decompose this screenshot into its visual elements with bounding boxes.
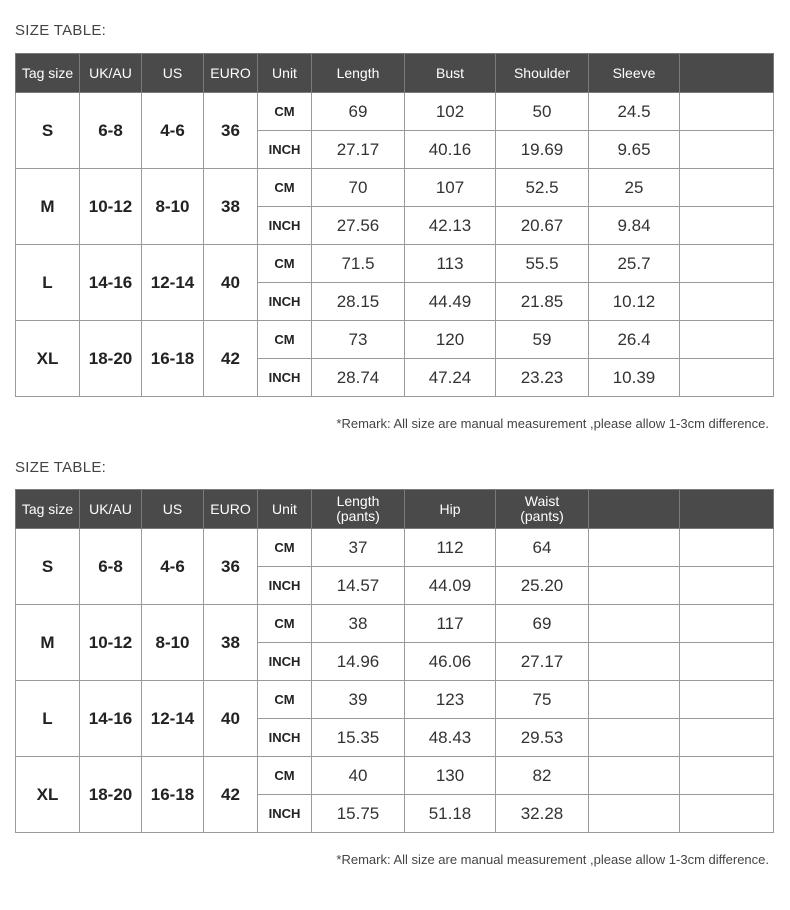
measurement-cell: 102 — [405, 93, 496, 131]
measurement-cell: 26.4 — [589, 321, 680, 359]
measurement-cell — [680, 643, 774, 681]
column-header: EURO — [204, 490, 258, 529]
measurement-cell: 69 — [312, 93, 405, 131]
measurement-cell — [680, 283, 774, 321]
measurement-cell: 47.24 — [405, 359, 496, 397]
measurement-cell: 39 — [312, 681, 405, 719]
measurement-cell: 55.5 — [496, 245, 589, 283]
measurement-cell — [680, 795, 774, 833]
tag-size-cell: L — [16, 245, 80, 321]
measurement-cell: 25.7 — [589, 245, 680, 283]
unit-cell: CM — [258, 93, 312, 131]
uk-au-size-cell: 6-8 — [80, 529, 142, 605]
section-title: SIZE TABLE: — [15, 22, 107, 39]
measurement-cell — [680, 245, 774, 283]
measurement-cell: 19.69 — [496, 131, 589, 169]
measurement-cell — [680, 321, 774, 359]
measurement-cell: 29.53 — [496, 719, 589, 757]
euro-size-cell: 38 — [204, 605, 258, 681]
tag-size-cell: S — [16, 93, 80, 169]
measurement-cell — [589, 795, 680, 833]
measurement-cell — [680, 719, 774, 757]
table-row — [16, 605, 774, 643]
column-header: Hip — [405, 490, 496, 529]
unit-cell: INCH — [258, 567, 312, 605]
measurement-cell — [589, 529, 680, 567]
section-title: SIZE TABLE: — [15, 459, 107, 476]
measurement-cell: 27.17 — [496, 643, 589, 681]
measurement-cell — [680, 169, 774, 207]
measurement-cell: 25.20 — [496, 567, 589, 605]
euro-size-cell: 36 — [204, 93, 258, 169]
unit-cell: INCH — [258, 359, 312, 397]
column-header: US — [142, 54, 204, 93]
measurement-cell: 70 — [312, 169, 405, 207]
table-row — [16, 529, 774, 567]
us-size-cell: 16-18 — [142, 321, 204, 397]
column-header: UK/AU — [80, 54, 142, 93]
unit-cell: INCH — [258, 719, 312, 757]
column-header: Waist (pants) — [496, 490, 589, 529]
measurement-cell — [589, 605, 680, 643]
measurement-cell: 82 — [496, 757, 589, 795]
measurement-cell: 59 — [496, 321, 589, 359]
euro-size-cell: 40 — [204, 681, 258, 757]
measurement-cell: 48.43 — [405, 719, 496, 757]
measurement-cell: 15.75 — [312, 795, 405, 833]
euro-size-cell: 40 — [204, 245, 258, 321]
measurement-cell: 32.28 — [496, 795, 589, 833]
measurement-cell: 20.67 — [496, 207, 589, 245]
measurement-cell: 73 — [312, 321, 405, 359]
unit-cell: INCH — [258, 283, 312, 321]
size-table — [15, 489, 774, 833]
column-header: Length — [312, 54, 405, 93]
column-header: Unit — [258, 54, 312, 93]
column-header: Length (pants) — [312, 490, 405, 529]
euro-size-cell: 36 — [204, 529, 258, 605]
unit-cell: INCH — [258, 643, 312, 681]
tag-size-cell: XL — [16, 321, 80, 397]
unit-cell: CM — [258, 757, 312, 795]
uk-au-size-cell: 14-16 — [80, 681, 142, 757]
measurement-cell: 23.23 — [496, 359, 589, 397]
column-header — [680, 54, 774, 93]
column-header: Unit — [258, 490, 312, 529]
header-row — [16, 54, 774, 93]
size-table — [15, 53, 774, 397]
measurement-cell — [589, 681, 680, 719]
euro-size-cell: 42 — [204, 321, 258, 397]
measurement-cell — [680, 359, 774, 397]
unit-cell: CM — [258, 529, 312, 567]
measurement-cell: 9.65 — [589, 131, 680, 169]
measurement-cell — [680, 207, 774, 245]
measurement-cell: 24.5 — [589, 93, 680, 131]
measurement-cell: 120 — [405, 321, 496, 359]
us-size-cell: 8-10 — [142, 169, 204, 245]
table-row — [16, 245, 774, 283]
measurement-cell: 40.16 — [405, 131, 496, 169]
measurement-cell: 52.5 — [496, 169, 589, 207]
measurement-cell: 46.06 — [405, 643, 496, 681]
column-header — [680, 490, 774, 529]
measurement-cell: 28.15 — [312, 283, 405, 321]
measurement-cell: 123 — [405, 681, 496, 719]
unit-cell: CM — [258, 169, 312, 207]
measurement-cell: 130 — [405, 757, 496, 795]
measurement-cell: 117 — [405, 605, 496, 643]
measurement-cell: 71.5 — [312, 245, 405, 283]
measurement-cell: 40 — [312, 757, 405, 795]
measurement-cell: 27.56 — [312, 207, 405, 245]
measurement-cell: 44.09 — [405, 567, 496, 605]
unit-cell: CM — [258, 681, 312, 719]
measurement-cell — [589, 719, 680, 757]
table-row — [16, 681, 774, 719]
measurement-cell: 44.49 — [405, 283, 496, 321]
measurement-cell: 50 — [496, 93, 589, 131]
unit-cell: CM — [258, 321, 312, 359]
measurement-cell: 15.35 — [312, 719, 405, 757]
tag-size-cell: XL — [16, 757, 80, 833]
euro-size-cell: 38 — [204, 169, 258, 245]
table-row — [16, 169, 774, 207]
tag-size-cell: M — [16, 169, 80, 245]
measurement-cell — [680, 529, 774, 567]
column-header: Sleeve — [589, 54, 680, 93]
measurement-cell: 113 — [405, 245, 496, 283]
remark-note: *Remark: All size are manual measurement ,please allow 1-3cm difference. — [336, 416, 769, 431]
tag-size-cell: L — [16, 681, 80, 757]
measurement-cell: 14.57 — [312, 567, 405, 605]
measurement-cell — [680, 605, 774, 643]
us-size-cell: 12-14 — [142, 681, 204, 757]
column-header — [589, 490, 680, 529]
us-size-cell: 4-6 — [142, 529, 204, 605]
uk-au-size-cell: 6-8 — [80, 93, 142, 169]
uk-au-size-cell: 10-12 — [80, 605, 142, 681]
us-size-cell: 16-18 — [142, 757, 204, 833]
us-size-cell: 8-10 — [142, 605, 204, 681]
measurement-cell: 51.18 — [405, 795, 496, 833]
column-header: US — [142, 490, 204, 529]
unit-cell: INCH — [258, 795, 312, 833]
table-row — [16, 93, 774, 131]
measurement-cell: 107 — [405, 169, 496, 207]
table-row — [16, 757, 774, 795]
uk-au-size-cell: 14-16 — [80, 245, 142, 321]
unit-cell: CM — [258, 245, 312, 283]
measurement-cell — [680, 93, 774, 131]
column-header: Tag size — [16, 490, 80, 529]
table-row — [16, 321, 774, 359]
measurement-cell: 27.17 — [312, 131, 405, 169]
uk-au-size-cell: 10-12 — [80, 169, 142, 245]
us-size-cell: 4-6 — [142, 93, 204, 169]
measurement-cell: 75 — [496, 681, 589, 719]
measurement-cell: 69 — [496, 605, 589, 643]
unit-cell: INCH — [258, 131, 312, 169]
tag-size-cell: S — [16, 529, 80, 605]
measurement-cell: 64 — [496, 529, 589, 567]
unit-cell: INCH — [258, 207, 312, 245]
measurement-cell: 112 — [405, 529, 496, 567]
measurement-cell — [680, 131, 774, 169]
unit-cell: CM — [258, 605, 312, 643]
measurement-cell: 38 — [312, 605, 405, 643]
measurement-cell: 9.84 — [589, 207, 680, 245]
column-header: EURO — [204, 54, 258, 93]
measurement-cell — [680, 757, 774, 795]
measurement-cell: 37 — [312, 529, 405, 567]
measurement-cell: 28.74 — [312, 359, 405, 397]
measurement-cell — [680, 681, 774, 719]
header-row — [16, 490, 774, 529]
column-header: UK/AU — [80, 490, 142, 529]
measurement-cell: 42.13 — [405, 207, 496, 245]
measurement-cell — [680, 567, 774, 605]
column-header: Shoulder — [496, 54, 589, 93]
euro-size-cell: 42 — [204, 757, 258, 833]
tag-size-cell: M — [16, 605, 80, 681]
column-header: Tag size — [16, 54, 80, 93]
us-size-cell: 12-14 — [142, 245, 204, 321]
measurement-cell: 21.85 — [496, 283, 589, 321]
measurement-cell — [589, 757, 680, 795]
measurement-cell — [589, 643, 680, 681]
measurement-cell: 25 — [589, 169, 680, 207]
measurement-cell: 10.39 — [589, 359, 680, 397]
measurement-cell: 10.12 — [589, 283, 680, 321]
measurement-cell: 14.96 — [312, 643, 405, 681]
measurement-cell — [589, 567, 680, 605]
uk-au-size-cell: 18-20 — [80, 757, 142, 833]
uk-au-size-cell: 18-20 — [80, 321, 142, 397]
column-header: Bust — [405, 54, 496, 93]
remark-note: *Remark: All size are manual measurement ,please allow 1-3cm difference. — [336, 852, 769, 867]
